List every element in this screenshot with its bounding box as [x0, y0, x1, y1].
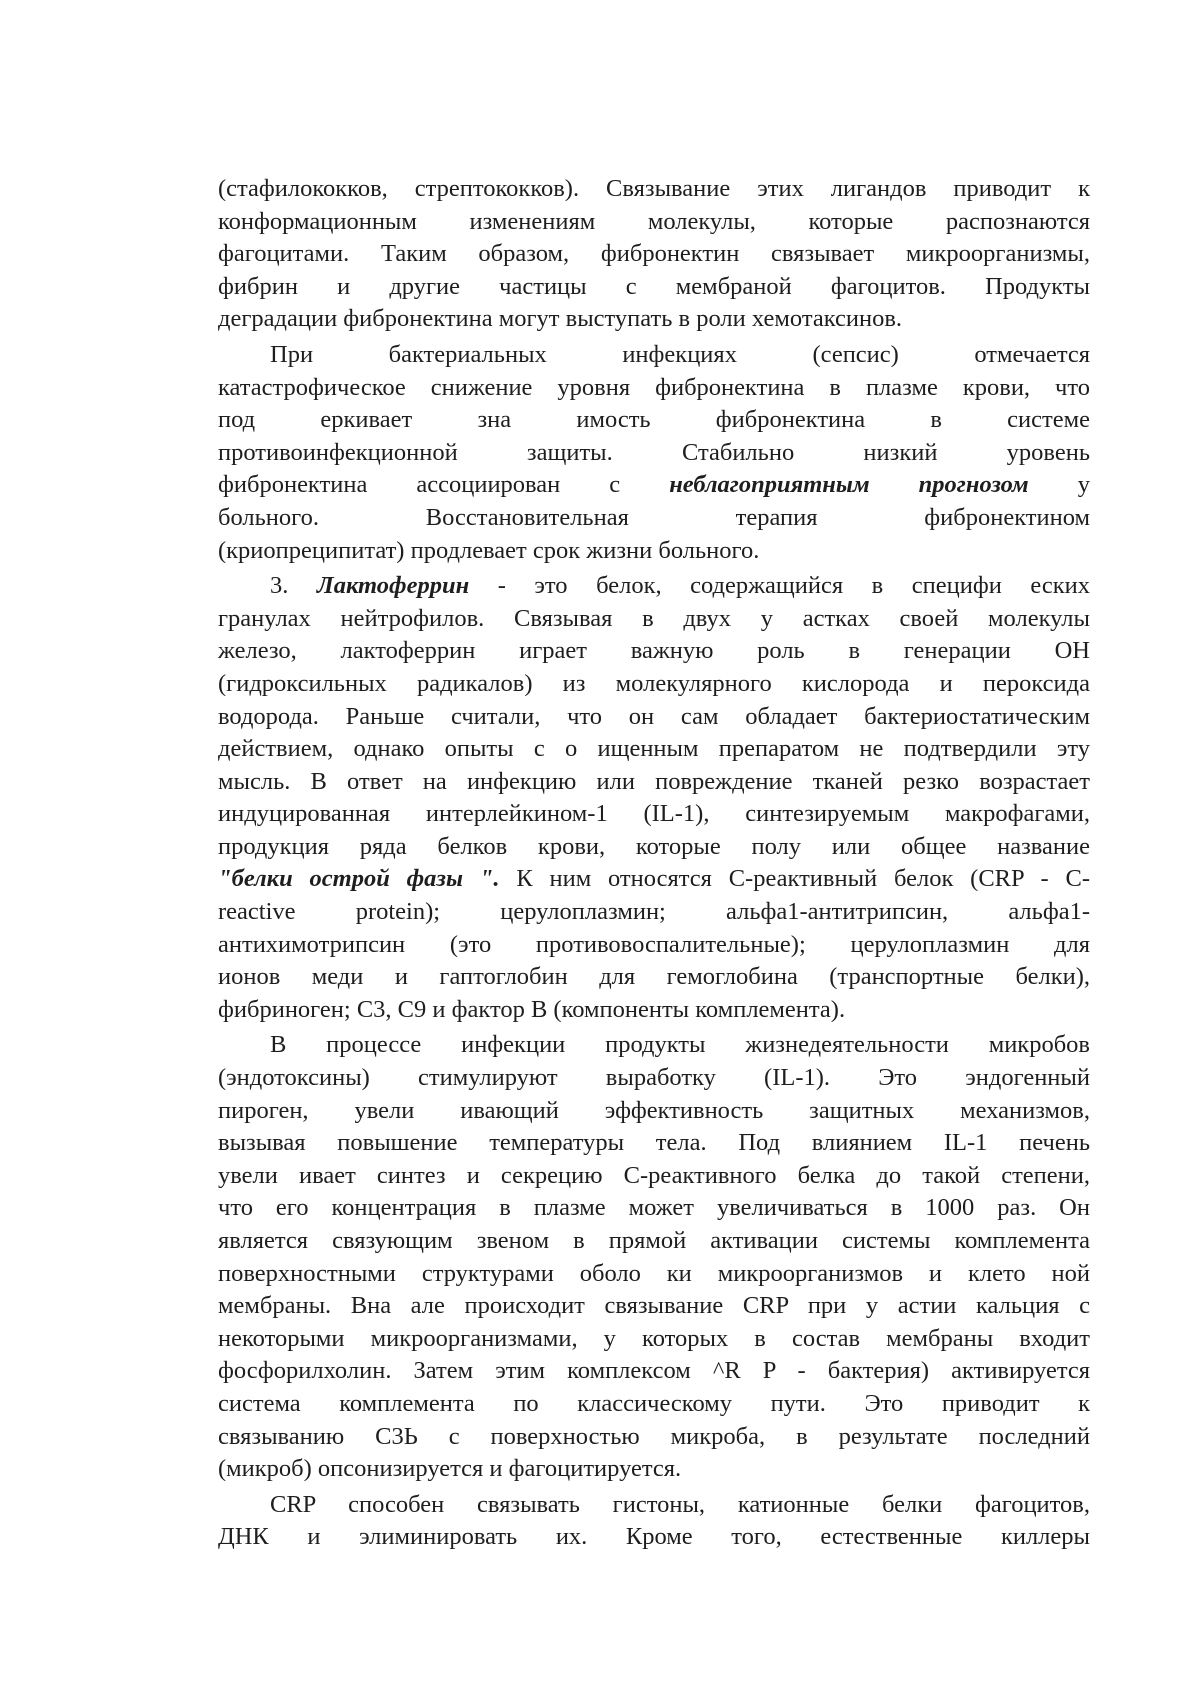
text-span: система комплемента по классическому пути. Это приводит к: [218, 1389, 1090, 1417]
text-span: у: [1028, 471, 1090, 499]
emphasis-text: "белки острой фазы ".: [218, 865, 500, 893]
text-span: вызывая повышение температуры тела. Под влиянием IL-1 печень: [218, 1129, 1090, 1157]
text-line: [218, 798, 1090, 831]
text-line: [218, 1160, 1090, 1193]
text-span: мембраны. Вна але происходит связывание CRP при у астии кальция с: [218, 1292, 1090, 1320]
text-span: reactive protein); церулоплазмин; альфа1-антитрипсин, альфа1-: [218, 898, 1090, 926]
text-line: [218, 173, 1090, 206]
text-line: [218, 1127, 1090, 1160]
text-line: [218, 1489, 1090, 1522]
text-span: индуцированная интерлейкином-1 (IL-1), синтезируемым макрофагами,: [218, 800, 1090, 828]
text-span: CRP способен связывать гистоны, катионные белки фагоцитов,: [270, 1490, 1090, 1518]
text-span: гранулах нейтрофилов. Связывая в двух у астках своей молекулы: [218, 604, 1090, 632]
text-line: [218, 733, 1090, 766]
text-span: фибриноген; С3, С9 и фактор В (компоненты комплемента).: [218, 995, 846, 1023]
text-line: [218, 1290, 1090, 1323]
text-span: фибрин и другие частицы с мембраной фагоцитов. Продукты: [218, 272, 1090, 300]
text-span: деградации фибронектина могут выступать в роли хемотаксинов.: [218, 305, 903, 333]
text-line: [218, 766, 1090, 799]
text-line: [218, 469, 1090, 502]
text-span: действием, однако опыты с о ищенным препаратом не подтвердили эту: [218, 735, 1090, 763]
text-line: [218, 603, 1090, 636]
text-span: ионов меди и гаптоглобин для гемоглобина (транспортные белки),: [218, 963, 1090, 991]
text-span: противоинфекционной защиты. Стабильно низкий уровень: [218, 438, 1090, 466]
text-line: [218, 271, 1090, 304]
text-span: водорода. Раньше считали, что он сам обладает бактериостатическим: [218, 702, 1090, 730]
text-line: [218, 1095, 1090, 1128]
emphasis-text: неблагоприятным прогнозом: [669, 471, 1029, 499]
text-line: [218, 1192, 1090, 1225]
text-span: некоторыми микроорганизмами, у которых в состав мембраны входит: [218, 1324, 1090, 1352]
text-line: [218, 668, 1090, 701]
text-line: [218, 570, 1090, 603]
text-line: [218, 896, 1090, 929]
text-span: что его концентрация в плазме может увеличиваться в 1000 раз. Он: [218, 1194, 1090, 1222]
text-span: пироген, увели ивающий эффективность защитных механизмов,: [218, 1096, 1090, 1124]
text-span: фосфорилхолин. Затем этим комплексом ^R P - бактерия) активируется: [218, 1357, 1090, 1385]
text-line: [218, 372, 1090, 405]
text-span: фагоцитами. Таким образом, фибронектин связывает микроорганизмы,: [218, 240, 1090, 268]
text-span: - это белок, содержащийся в специфи еских: [469, 572, 1090, 600]
text-line: [218, 1062, 1090, 1095]
text-span: конформационным изменениям молекулы, которые распознаются: [218, 207, 1090, 235]
text-line: [218, 1521, 1090, 1554]
text-span: увели ивает синтез и секрецию С-реактивного белка до такой степени,: [218, 1161, 1090, 1189]
emphasis-text: Лактоферрин: [316, 572, 470, 600]
text-line: [218, 1323, 1090, 1356]
text-line: [218, 863, 1090, 896]
text-line: [218, 404, 1090, 437]
text-line: [218, 303, 1090, 336]
text-line: [218, 206, 1090, 239]
text-span: связыванию С3Ь с поверхностью микроба, в результате последний: [218, 1422, 1090, 1450]
text-line: [218, 238, 1090, 271]
text-line: [218, 1258, 1090, 1291]
text-span: При бактериальных инфекциях (сепсис) отмечается: [270, 340, 1090, 368]
text-line: [218, 1421, 1090, 1454]
text-span: является связующим звеном в прямой активации системы комплемента: [218, 1227, 1090, 1254]
text-line: [218, 502, 1090, 535]
text-line: [218, 1388, 1090, 1421]
text-span: (эндотоксины) стимулируют выработку (IL-1). Это эндогенный: [218, 1064, 1090, 1092]
text-line: [218, 1029, 1090, 1062]
text-line: [218, 831, 1090, 864]
text-span: больного. Восстановительная терапия фибронектином: [218, 503, 1090, 531]
text-line: [218, 961, 1090, 994]
text-span: продукция ряда белков крови, которые полу или общее название: [218, 832, 1090, 860]
text-line: [218, 1225, 1090, 1258]
body-text: [218, 173, 1090, 1554]
text-span: катастрофическое снижение уровня фибронектина в плазме крови, что: [218, 373, 1090, 401]
text-span: антихимотрипсин (это противовоспалительные); церулоплазмин для: [218, 930, 1090, 958]
text-span: железо, лактоферрин играет важную роль в генерации ОН: [218, 637, 1090, 665]
text-span: фибронектина ассоциирован с: [218, 471, 670, 499]
text-span: мысль. В ответ на инфекцию или повреждение тканей резко возрастает: [218, 767, 1090, 795]
text-span: К ним относятся С-реактивный белок (CRP - C-: [499, 865, 1090, 893]
text-line: [218, 437, 1090, 470]
text-line: [218, 1453, 1090, 1486]
text-span: под еркивает зна имость фибронектина в системе: [218, 406, 1090, 434]
text-span: ДНК и элиминировать их. Кроме того, естественные киллеры: [218, 1523, 1090, 1551]
text-line: [218, 635, 1090, 668]
text-line: [218, 535, 1090, 568]
text-span: (криопреципитат) продлевает срок жизни больного.: [218, 536, 760, 564]
text-span: (гидроксильных радикалов) из молекулярного кислорода и пероксида: [218, 669, 1090, 697]
text-line: [218, 701, 1090, 734]
text-span: (микроб) опсонизируется и фагоцитируется.: [218, 1455, 682, 1483]
text-line: [218, 994, 1090, 1027]
text-span: (стафилококков, стрептококков). Связывание этих лигандов приводит к: [218, 175, 1090, 202]
text-line: [218, 339, 1090, 372]
text-span: В процессе инфекции продукты жизнедеятельности микробов: [270, 1031, 1090, 1059]
text-span: 3.: [270, 572, 317, 600]
text-span: поверхностными структурами оболо ки микроорганизмов и клето ной: [218, 1259, 1090, 1287]
text-line: [218, 1355, 1090, 1388]
text-line: [218, 929, 1090, 962]
